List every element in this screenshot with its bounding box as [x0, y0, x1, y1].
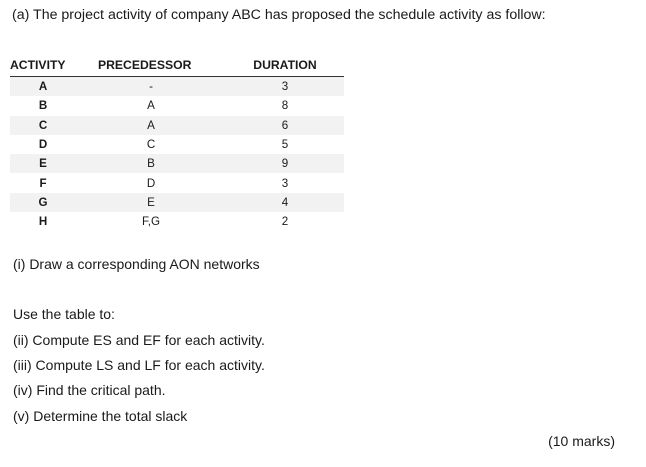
duration-cell: 2	[281, 215, 289, 229]
header-predecessor: PRECEDESSOR	[76, 54, 226, 77]
question-iv: (iv) Find the critical path.	[13, 382, 166, 398]
schedule-table	[10, 54, 344, 231]
duration-cell: 3	[281, 176, 289, 190]
table-row	[10, 96, 344, 115]
table-row	[10, 154, 344, 173]
predecessor-cell: A	[147, 99, 155, 113]
question-v: (v) Determine the total slack	[13, 408, 188, 424]
table-row	[10, 212, 344, 231]
duration-cell: 9	[226, 154, 344, 173]
use-table-text: Use the table to:	[13, 306, 115, 322]
predecessor-cell: B	[76, 154, 226, 173]
intro-text: (a) The project activity of company ABC has proposed the schedule activity as follow:	[12, 7, 546, 23]
duration-cell: 8	[281, 99, 289, 113]
question-iii: (iii) Compute LS and LF for each activity.	[13, 357, 265, 373]
predecessor-cell: E	[76, 193, 226, 212]
activity-cell: A	[10, 77, 76, 97]
activity-cell: C	[10, 116, 76, 135]
duration-cell: 5	[281, 138, 289, 152]
predecessor-cell: -	[76, 77, 226, 97]
table-header-row	[10, 54, 344, 77]
duration-cell: 4	[226, 193, 344, 212]
question-ii: (ii) Compute ES and EF for each activity.	[13, 332, 265, 348]
table-row	[10, 116, 344, 135]
activity-cell: H	[38, 215, 48, 229]
table-row	[10, 135, 344, 154]
activity-cell: D	[38, 138, 48, 152]
table-row	[10, 173, 344, 192]
activity-cell: F	[39, 176, 47, 190]
activity-cell: G	[10, 193, 76, 212]
marks-label: (10 marks)	[548, 433, 615, 449]
predecessor-cell: F,G	[141, 215, 161, 229]
predecessor-cell: A	[76, 116, 226, 135]
duration-cell: 3	[226, 77, 344, 97]
predecessor-cell: D	[146, 176, 156, 190]
activity-cell: B	[38, 99, 48, 113]
table-row	[10, 77, 344, 97]
predecessor-cell: C	[146, 138, 156, 152]
duration-cell: 6	[226, 116, 344, 135]
header-duration: DURATION	[226, 54, 344, 77]
question-i: (i) Draw a corresponding AON networks	[13, 256, 260, 272]
table-row	[10, 193, 344, 212]
header-activity: ACTIVITY	[10, 54, 76, 77]
activity-cell: E	[10, 154, 76, 173]
